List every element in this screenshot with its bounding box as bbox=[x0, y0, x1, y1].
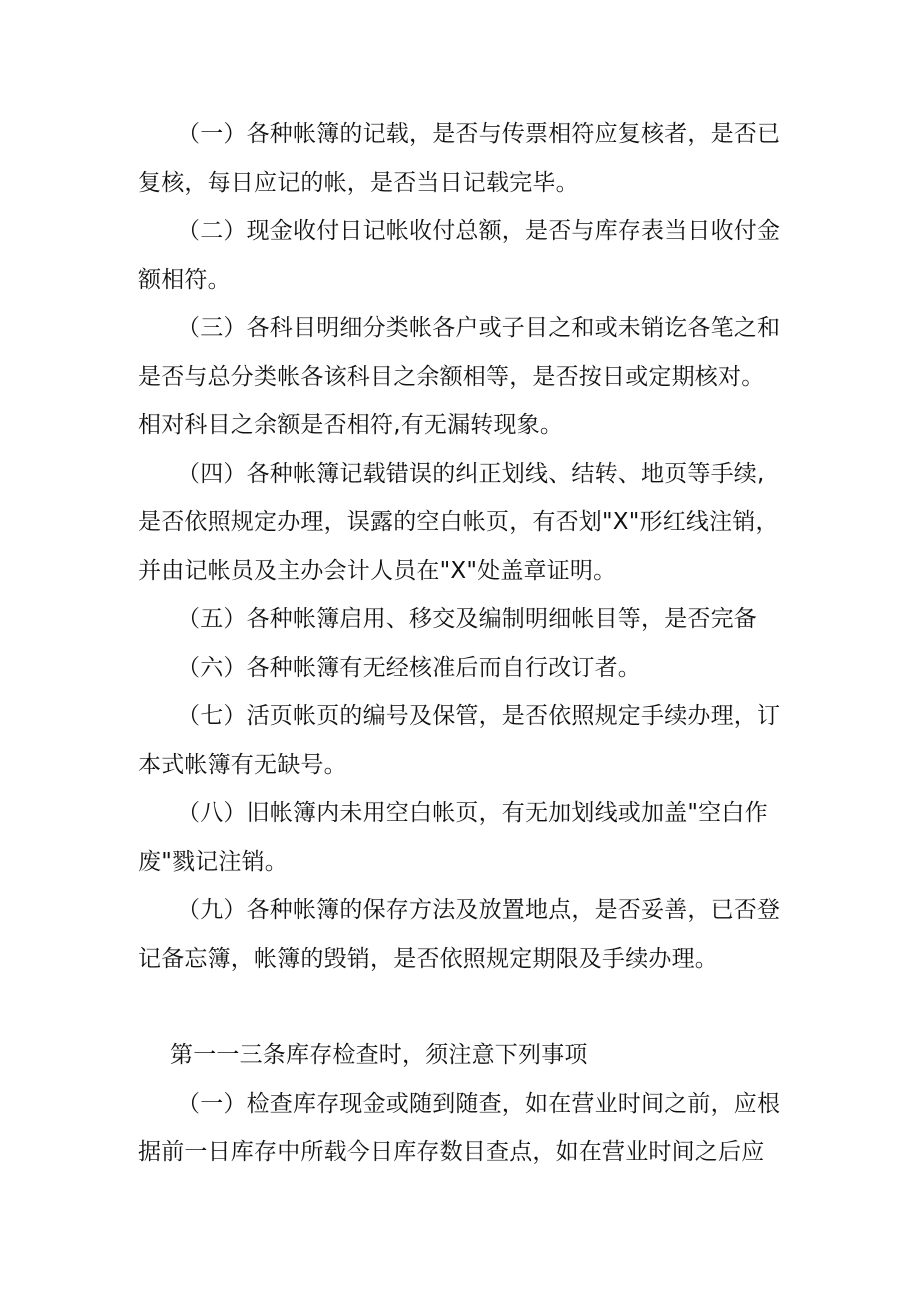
text-line: （七）活页帐页的编号及保管，是否依照规定手续办理，订 bbox=[177, 703, 781, 729]
text-line: 相对科目之余额是否相符,有无漏转现象。 bbox=[138, 412, 564, 438]
text-line: 记备忘簿，帐簿的毁销，是否依照规定期限及手续办理。 bbox=[138, 946, 718, 972]
text-line: 是否依照规定办理，误露的空白帐页，有否划"X"形红线注销， bbox=[138, 509, 779, 535]
text-line: （二）现金收付日记帐收付总额，是否与库存表当日收付金 bbox=[177, 218, 781, 244]
text-line: （八）旧帐簿内未用空白帐页，有无加划线或加盖"空白作 bbox=[177, 800, 768, 826]
text-line: （五）各种帐簿启用、移交及编制明细帐目等，是否完备 bbox=[177, 606, 757, 632]
text-line: 本式帐簿有无缺号。 bbox=[138, 752, 347, 778]
text-line: 并由记帐员及主办会计人员在"X"处盖章证明。 bbox=[138, 558, 617, 584]
text-line: （三）各科目明细分类帐各户或子目之和或未销讫各笔之和 bbox=[177, 315, 781, 341]
text-line: 据前一日库存中所载今日库存数目查点，如在营业时间之后应 bbox=[138, 1139, 765, 1165]
text-line: 额相符。 bbox=[138, 267, 231, 293]
text-line: 复核，每日应记的帐，是否当日记载完毕。 bbox=[138, 170, 579, 196]
text-line: （六）各种帐簿有无经核准后而自行改订者。 bbox=[177, 655, 641, 681]
article-heading: 第一一三条库存检查时，须注意下列事项 bbox=[170, 1042, 588, 1068]
text-line: 废"戮记注销。 bbox=[138, 849, 288, 875]
text-line: （九）各种帐簿的保存方法及放置地点，是否妥善，已否登 bbox=[177, 897, 781, 923]
text-line: （四）各种帐簿记载错误的纠正划线、结转、地页等手续, bbox=[177, 461, 765, 487]
text-line: （一）各种帐簿的记载，是否与传票相符应复核者，是否已 bbox=[177, 121, 781, 147]
text-line: 是否与总分类帐各该科目之余额相等，是否按日或定期核对。 bbox=[138, 364, 765, 390]
text-line: （一）检查库存现金或随到随查，如在营业时间之前，应根 bbox=[177, 1091, 781, 1117]
